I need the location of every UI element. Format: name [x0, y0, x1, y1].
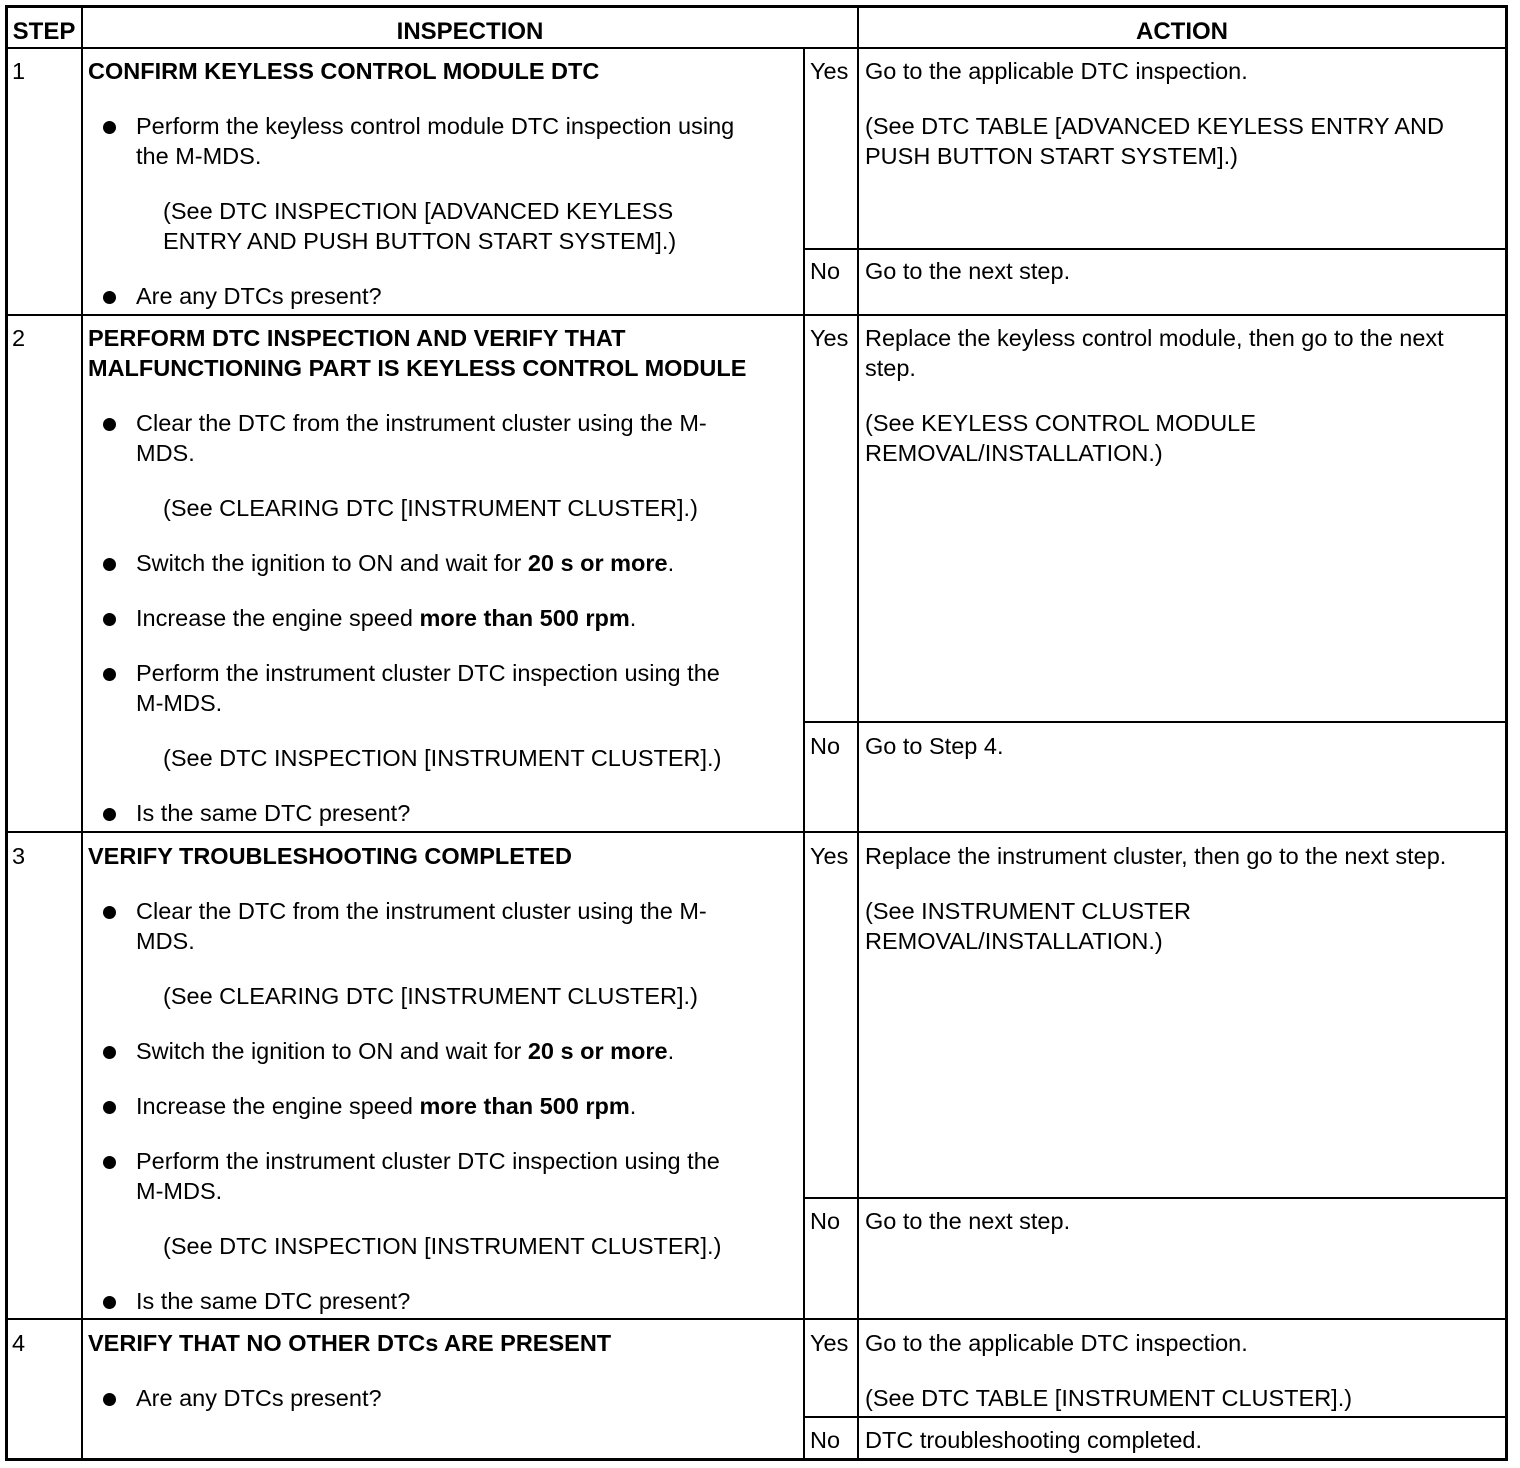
- yes-label: Yes: [810, 1330, 849, 1356]
- reference-text: (See CLEARING DTC [INSTRUMENT CLUSTER].): [163, 983, 698, 1009]
- action-reference: (See KEYLESS CONTROL MODULE REMOVAL/INSTALLATION.): [865, 410, 1256, 466]
- bullet-item: Clear the DTC from the instrument cluster using the M-MDS.: [136, 408, 746, 468]
- bullet-item: Perform the instrument cluster DTC inspection using the M-MDS.: [136, 1146, 746, 1206]
- action-text: DTC troubleshooting completed.: [865, 1427, 1203, 1453]
- step-title: VERIFY THAT NO OTHER DTCs ARE PRESENT: [88, 1330, 612, 1356]
- row-divider-1: [5, 314, 1508, 316]
- bullet-item: Perform the keyless control module DTC inspection using the M-MDS.: [136, 111, 746, 171]
- action-reference: (See DTC TABLE [INSTRUMENT CLUSTER].): [865, 1385, 1353, 1411]
- header-action: ACTION: [1136, 18, 1228, 45]
- action-cell-yes: [865, 1328, 1503, 1413]
- yesno-divider-4: [803, 1416, 1508, 1418]
- border-left: [5, 5, 8, 1461]
- reference-text: (See DTC INSPECTION [INSTRUMENT CLUSTER].): [163, 745, 722, 771]
- action-text: Go to the next step.: [865, 258, 1071, 284]
- no-label: No: [810, 1427, 841, 1453]
- action-text: Go to the applicable DTC inspection.: [865, 58, 1248, 84]
- yes-label: Yes: [810, 843, 849, 869]
- col-divider-action: [857, 5, 859, 1461]
- action-reference: (See INSTRUMENT CLUSTER REMOVAL/INSTALLATION.): [865, 898, 1192, 954]
- reference-text: (See DTC INSPECTION [INSTRUMENT CLUSTER].): [163, 1233, 722, 1259]
- header-step: STEP: [12, 18, 76, 45]
- step-number: 1: [12, 58, 26, 84]
- inspection-cell: [88, 1328, 800, 1458]
- col-divider-step: [81, 5, 83, 1461]
- step-number: 3: [12, 843, 26, 869]
- border-right: [1505, 5, 1508, 1461]
- bullet-item: Switch the ignition to ON and wait for 20 s or more.: [136, 548, 816, 578]
- no-label: No: [810, 1208, 841, 1234]
- action-cell-yes: [865, 56, 1503, 171]
- step-number: 2: [12, 325, 26, 351]
- bullet-item: Increase the engine speed more than 500 rpm.: [136, 603, 816, 633]
- no-label: No: [810, 258, 841, 284]
- inspection-cell: [88, 323, 800, 831]
- action-text: Go to the next step.: [865, 1208, 1071, 1234]
- bullet-item: Clear the DTC from the instrument cluster using the M-MDS.: [136, 896, 746, 956]
- action-text: Go to the applicable DTC inspection.: [865, 1330, 1248, 1356]
- step-title: PERFORM DTC INSPECTION AND VERIFY THAT MALFUNCTIONING PART IS KEYLESS CONTROL MODULE: [88, 325, 747, 381]
- action-text: Replace the keyless control module, then go to the next step.: [865, 325, 1444, 381]
- row-divider-3: [5, 1318, 1508, 1320]
- action-text: Go to Step 4.: [865, 733, 1004, 759]
- reference-text: (See DTC INSPECTION [ADVANCED KEYLESS ENTRY AND PUSH BUTTON START SYSTEM].): [163, 198, 677, 254]
- step-title: VERIFY TROUBLESHOOTING COMPLETED: [88, 843, 572, 869]
- header-inspection: INSPECTION: [396, 18, 544, 45]
- step-number: 4: [12, 1330, 26, 1356]
- bullet-item: Switch the ignition to ON and wait for 20 s or more.: [136, 1036, 816, 1066]
- bullet-item: Are any DTCs present?: [136, 281, 746, 311]
- yes-label: Yes: [810, 325, 849, 351]
- yesno-divider-2: [803, 721, 1508, 723]
- yes-label: Yes: [810, 58, 849, 84]
- inspection-cell: [88, 56, 800, 314]
- action-cell-yes: [865, 323, 1495, 468]
- action-text: Replace the instrument cluster, then go to the next step.: [865, 843, 1447, 869]
- yesno-divider-1: [803, 248, 1508, 250]
- col-divider-yesno: [803, 48, 805, 1460]
- inspection-cell: [88, 841, 800, 1318]
- bullet-item: Perform the instrument cluster DTC inspection using the M-MDS.: [136, 658, 746, 718]
- no-label: No: [810, 733, 841, 759]
- step-title: CONFIRM KEYLESS CONTROL MODULE DTC: [88, 58, 600, 84]
- bullet-item: Is the same DTC present?: [136, 1286, 746, 1316]
- yesno-divider-3: [803, 1197, 1508, 1199]
- bullet-item: Is the same DTC present?: [136, 798, 746, 828]
- row-divider-2: [5, 831, 1508, 833]
- action-reference: (See DTC TABLE [ADVANCED KEYLESS ENTRY AND PUSH BUTTON START SYSTEM].): [865, 113, 1444, 169]
- bullet-item: Increase the engine speed more than 500 rpm.: [136, 1091, 816, 1121]
- action-cell-yes: [865, 841, 1503, 956]
- bullet-item: Are any DTCs present?: [136, 1383, 746, 1413]
- reference-text: (See CLEARING DTC [INSTRUMENT CLUSTER].): [163, 495, 698, 521]
- border-bottom: [5, 1458, 1508, 1461]
